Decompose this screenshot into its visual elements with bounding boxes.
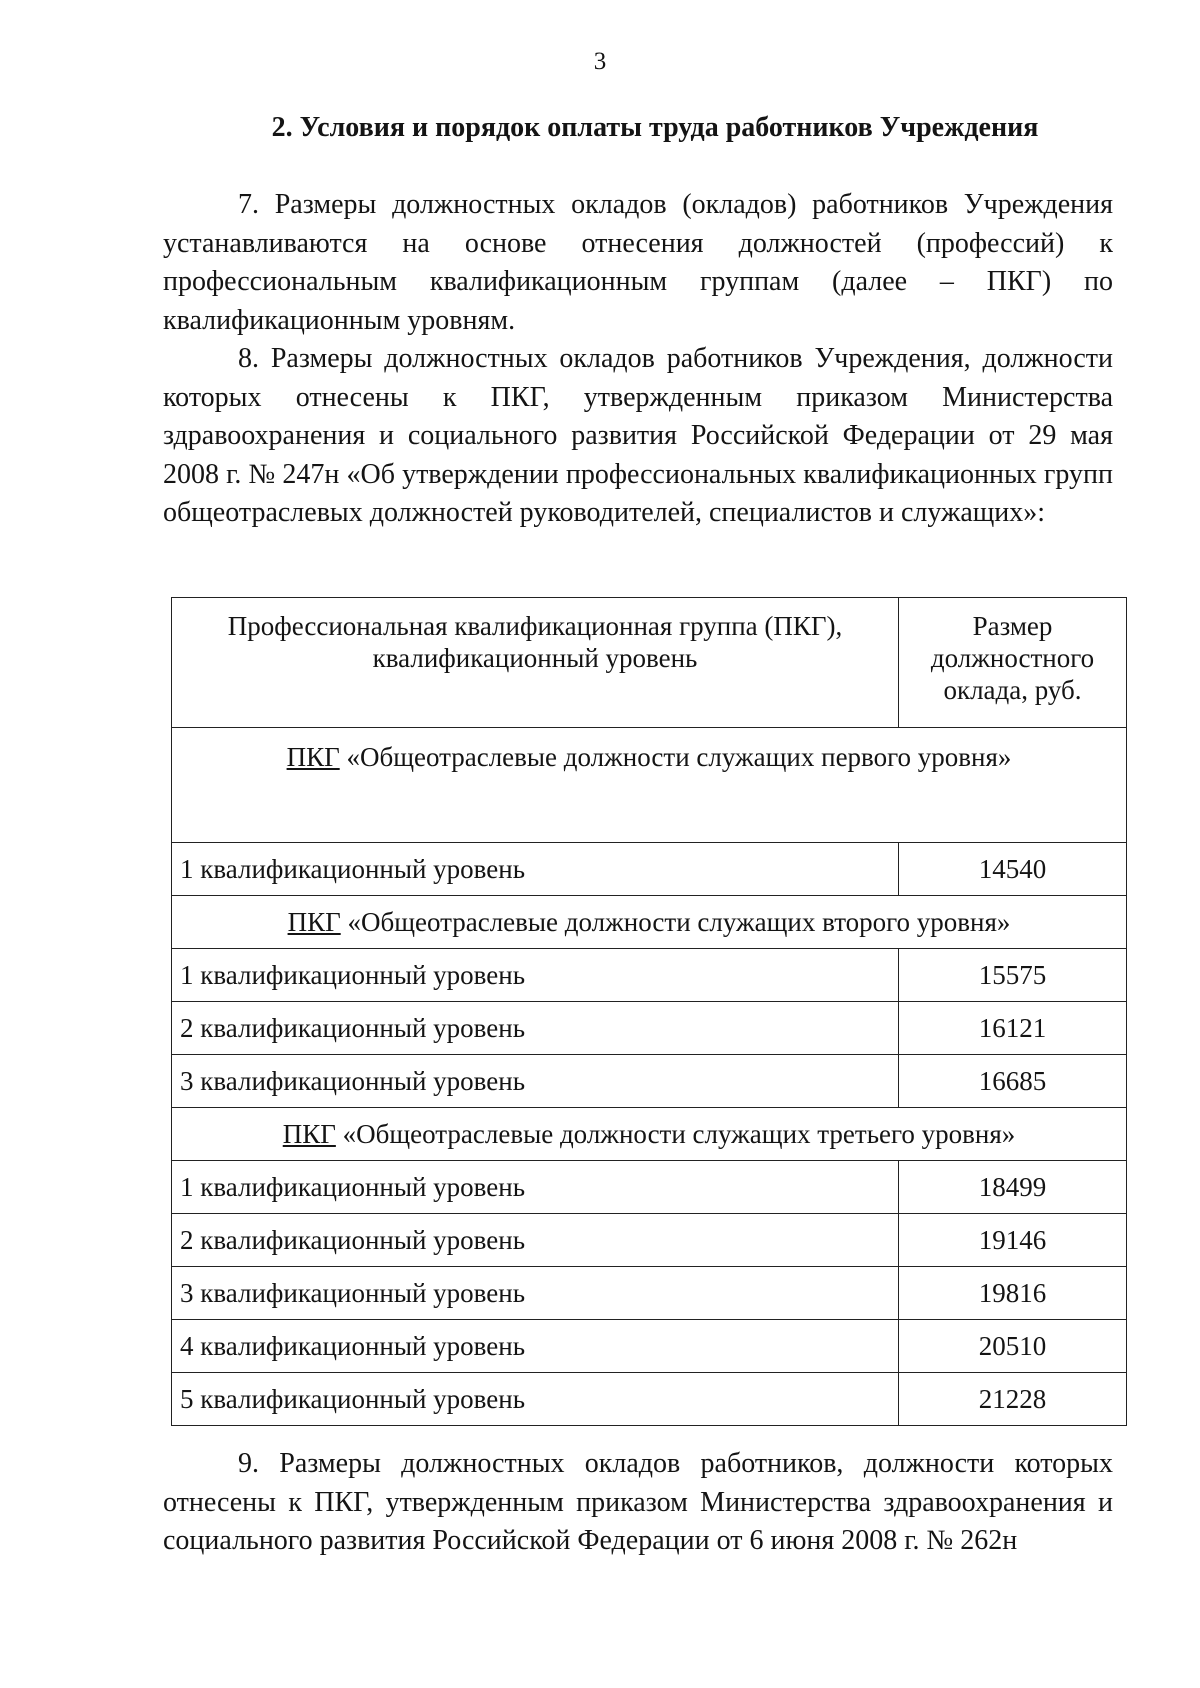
group-row [172,728,1127,843]
header-left-line-1: Профессиональная квалификационная группа (ПКГ), [227,611,843,641]
table-row [172,1055,1127,1108]
level-value: 19146 [899,1214,1127,1267]
table-row [172,949,1127,1002]
level-value: 16685 [899,1055,1127,1108]
pkg-abbr: ПКГ [286,742,340,772]
header-left-line-2: квалификационный уровень [372,643,698,673]
level-label: 1 квалификационный уровень [172,1161,899,1214]
level-label: 2 квалификационный уровень [172,1002,899,1055]
header-group-level [172,598,899,728]
table-row [172,1002,1127,1055]
group-title [172,896,1127,949]
level-label: 5 квалификационный уровень [172,1373,899,1426]
salary-table [171,597,1127,1426]
group-title [172,728,1127,843]
level-value: 15575 [899,949,1127,1002]
level-value: 19816 [899,1267,1127,1320]
table-row [172,1161,1127,1214]
group-title [172,1108,1127,1161]
group-row [172,896,1127,949]
paragraph-8: 8. Размеры должностных окладов работников Учреждения, должности которых отнесены к ПКГ, утвержденным приказом Министерства здравоохранения и социального развития Российской Федерации от 29 мая 2008 г. № 247н «Об утверждении профессиональных квалификационных групп общеотраслевых должностей руководителей, специалистов и служащих»: [163,343,1113,528]
header-salary [899,598,1127,728]
table-row [172,1267,1127,1320]
level-label: 3 квалификационный уровень [172,1055,899,1108]
level-value: 14540 [899,843,1127,896]
paragraph-9: 9. Размеры должностных окладов работников, должности которых отнесены к ПКГ, утвержденным приказом Министерства здравоохранения и социального развития Российской Федерации от 6 июня 2008 г. № 262н [163,1448,1113,1556]
level-label: 4 квалификационный уровень [172,1320,899,1373]
pkg-abbr: ПКГ [282,1118,336,1149]
table-header-row [172,598,1127,728]
table-row [172,1214,1127,1267]
pkg-abbr: ПКГ [287,906,341,937]
table-row [172,1320,1127,1373]
header-right-line-1: Размер [972,611,1053,641]
level-value: 21228 [899,1373,1127,1426]
section-title: 2. Условия и порядок оплаты труда работников Учреждения [271,112,1039,143]
group-title-text: «Общеотраслевые должности служащих второго уровня» [340,906,1011,937]
level-label: 2 квалификационный уровень [172,1214,899,1267]
paragraph-7: 7. Размеры должностных окладов (окладов) работников Учреждения устанавливаются на основе отнесения должностей (профессий) к профессиональным квалификационным группам (далее – ПКГ) по квалификационным уровням. [163,189,1113,336]
header-right-line-3: оклада, руб. [943,675,1082,705]
page-number: 3 [593,48,607,75]
level-value: 16121 [899,1002,1127,1055]
group-row [172,1108,1127,1161]
level-value: 20510 [899,1320,1127,1373]
group-title-text: «Общеотраслевые должности служащих третьего уровня» [335,1118,1016,1149]
table-row [172,1373,1127,1426]
header-right-line-2: должностного [930,643,1095,673]
level-value: 18499 [899,1161,1127,1214]
table-row [172,843,1127,896]
level-label: 1 квалификационный уровень [172,843,899,896]
group-title-text: «Общеотраслевые должности служащих первого уровня» [339,742,1012,772]
level-label: 1 квалификационный уровень [172,949,899,1002]
level-label: 3 квалификационный уровень [172,1267,899,1320]
